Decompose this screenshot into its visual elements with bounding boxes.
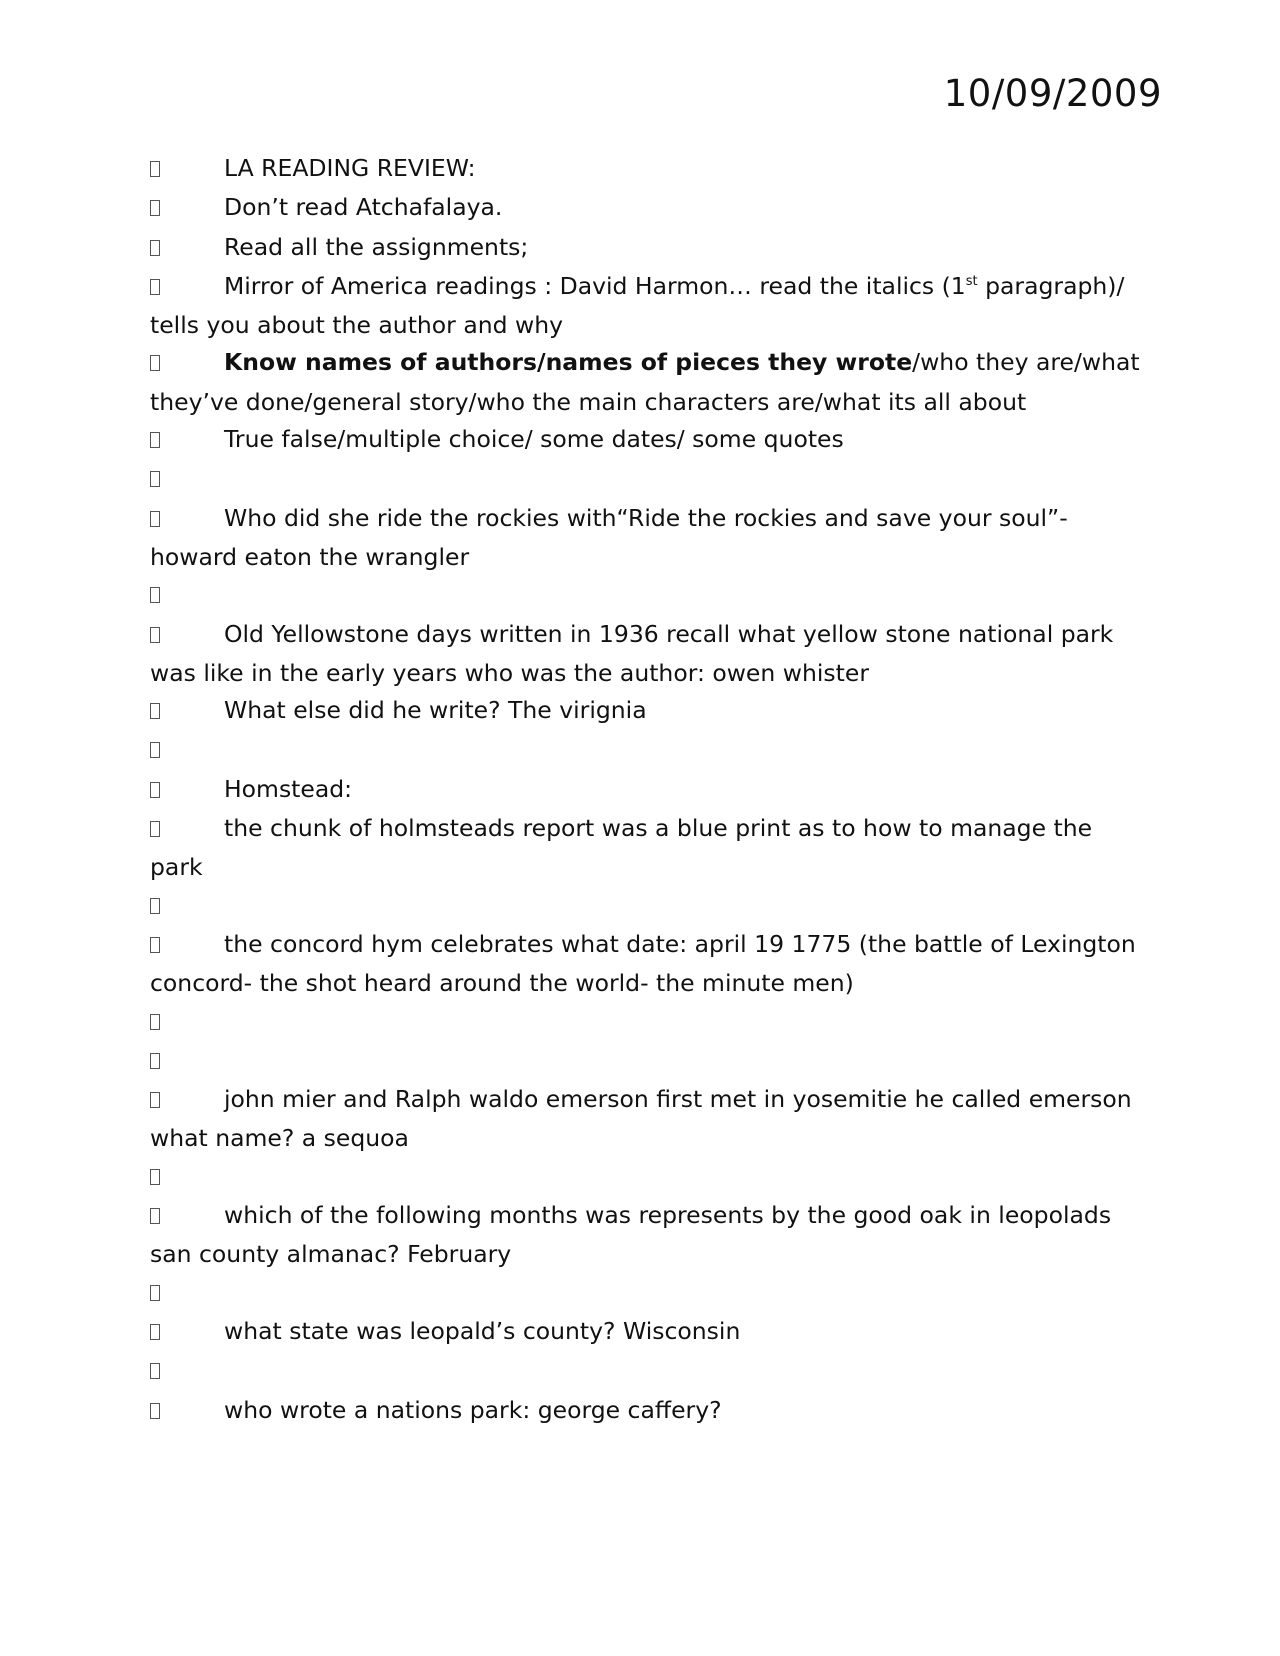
list-item-text: Old Yellowstone days written in 1936 recall what yellow stone national park was like in the early years who was the author: owen whister <box>150 619 1114 687</box>
list-item-text: what state was leopald’s county? Wisconsin <box>224 1316 741 1345</box>
list-item-empty <box>150 1042 1150 1081</box>
list-item-text: Mirror of America readings : David Harmon… read the italics (1 <box>224 271 966 300</box>
placeholder-box-icon <box>150 1044 224 1081</box>
list-item-text: the concord hym celebrates what date: april 19 1775 (the battle of Lexington concord- the shot heard around the world- the minute men) <box>150 929 1136 998</box>
list-item <box>150 421 1150 460</box>
list-item-text: john mier and Ralph waldo emerson first met in yosemitie he called emerson what name? a sequoa <box>150 1085 1132 1153</box>
list-item-text: the chunk of holmsteads report was a blue print as to how to manage the park <box>150 814 1093 882</box>
list-item-text: LA READING REVIEW: <box>224 154 476 182</box>
placeholder-box-icon <box>150 618 224 655</box>
list-item-text: Homstead: <box>224 774 353 803</box>
list-item-text: What else did he write? The virignia <box>224 696 647 725</box>
list-item-empty <box>150 731 1150 770</box>
list-item-empty <box>150 1352 1150 1391</box>
list-item <box>150 189 1150 228</box>
list-item <box>150 616 1150 693</box>
ordinal-superscript: st <box>965 273 978 289</box>
list-item <box>150 500 1150 577</box>
list-item-text: who wrote a nations park: george caffery? <box>224 1395 722 1424</box>
list-item <box>150 1197 1150 1274</box>
list-item <box>150 344 1150 421</box>
placeholder-box-icon <box>150 1083 224 1120</box>
list-item <box>150 229 1150 268</box>
placeholder-box-icon <box>150 191 224 228</box>
placeholder-box-icon <box>150 578 224 615</box>
placeholder-box-icon <box>150 152 224 189</box>
list-item-bold-text: Know names of authors/names of pieces they wrote <box>224 348 913 377</box>
placeholder-box-icon <box>150 423 224 460</box>
list-item-text: Who did she ride the rockies with“Ride the rockies and save your soul”- howard eaton the wrangler <box>150 503 1068 571</box>
list-item <box>150 926 1150 1003</box>
list-item-empty <box>150 576 1150 615</box>
list-item <box>150 810 1150 887</box>
list-item <box>150 1392 1150 1431</box>
list-item-empty <box>150 1158 1150 1197</box>
placeholder-box-icon <box>150 773 224 810</box>
notes-list <box>150 150 1150 1431</box>
placeholder-box-icon <box>150 733 224 770</box>
list-item-empty <box>150 460 1150 499</box>
placeholder-box-icon <box>150 1199 224 1236</box>
list-item <box>150 692 1150 731</box>
list-item-text: which of the following months was represents by the good oak in leopolads san county almanac? February <box>150 1201 1112 1269</box>
list-item <box>150 1081 1150 1158</box>
placeholder-box-icon <box>150 694 224 731</box>
list-item-empty <box>150 1274 1150 1313</box>
placeholder-box-icon <box>150 889 224 926</box>
placeholder-box-icon <box>150 502 224 539</box>
placeholder-box-icon <box>150 812 224 849</box>
placeholder-box-icon <box>150 1394 224 1431</box>
list-item <box>150 268 1150 345</box>
list-item <box>150 771 1150 810</box>
list-item <box>150 1313 1150 1352</box>
list-item-empty <box>150 1003 1150 1042</box>
list-item-text: Read all the assignments; <box>224 232 529 261</box>
placeholder-box-icon <box>150 1160 224 1197</box>
list-item-text: Don’t read Atchafalaya. <box>224 193 503 222</box>
placeholder-box-icon <box>150 1005 224 1042</box>
placeholder-box-icon <box>150 270 224 307</box>
placeholder-box-icon <box>150 1354 224 1391</box>
list-item-text: True false/multiple choice/ some dates/ some quotes <box>224 425 844 454</box>
placeholder-box-icon <box>150 231 224 268</box>
document-date: 10/09/2009 <box>943 72 1162 115</box>
placeholder-box-icon <box>150 462 224 499</box>
placeholder-box-icon <box>150 1315 224 1352</box>
list-item-empty <box>150 887 1150 926</box>
list-item-text: /who they are/what they’ve done/general story/who the main characters are/what its all about <box>150 348 1140 416</box>
placeholder-box-icon <box>150 1276 224 1313</box>
placeholder-box-icon <box>150 928 224 965</box>
placeholder-box-icon <box>150 346 224 383</box>
list-item-text: paragraph)/ tells you about the author and why <box>150 271 1125 340</box>
list-item <box>150 150 1150 189</box>
